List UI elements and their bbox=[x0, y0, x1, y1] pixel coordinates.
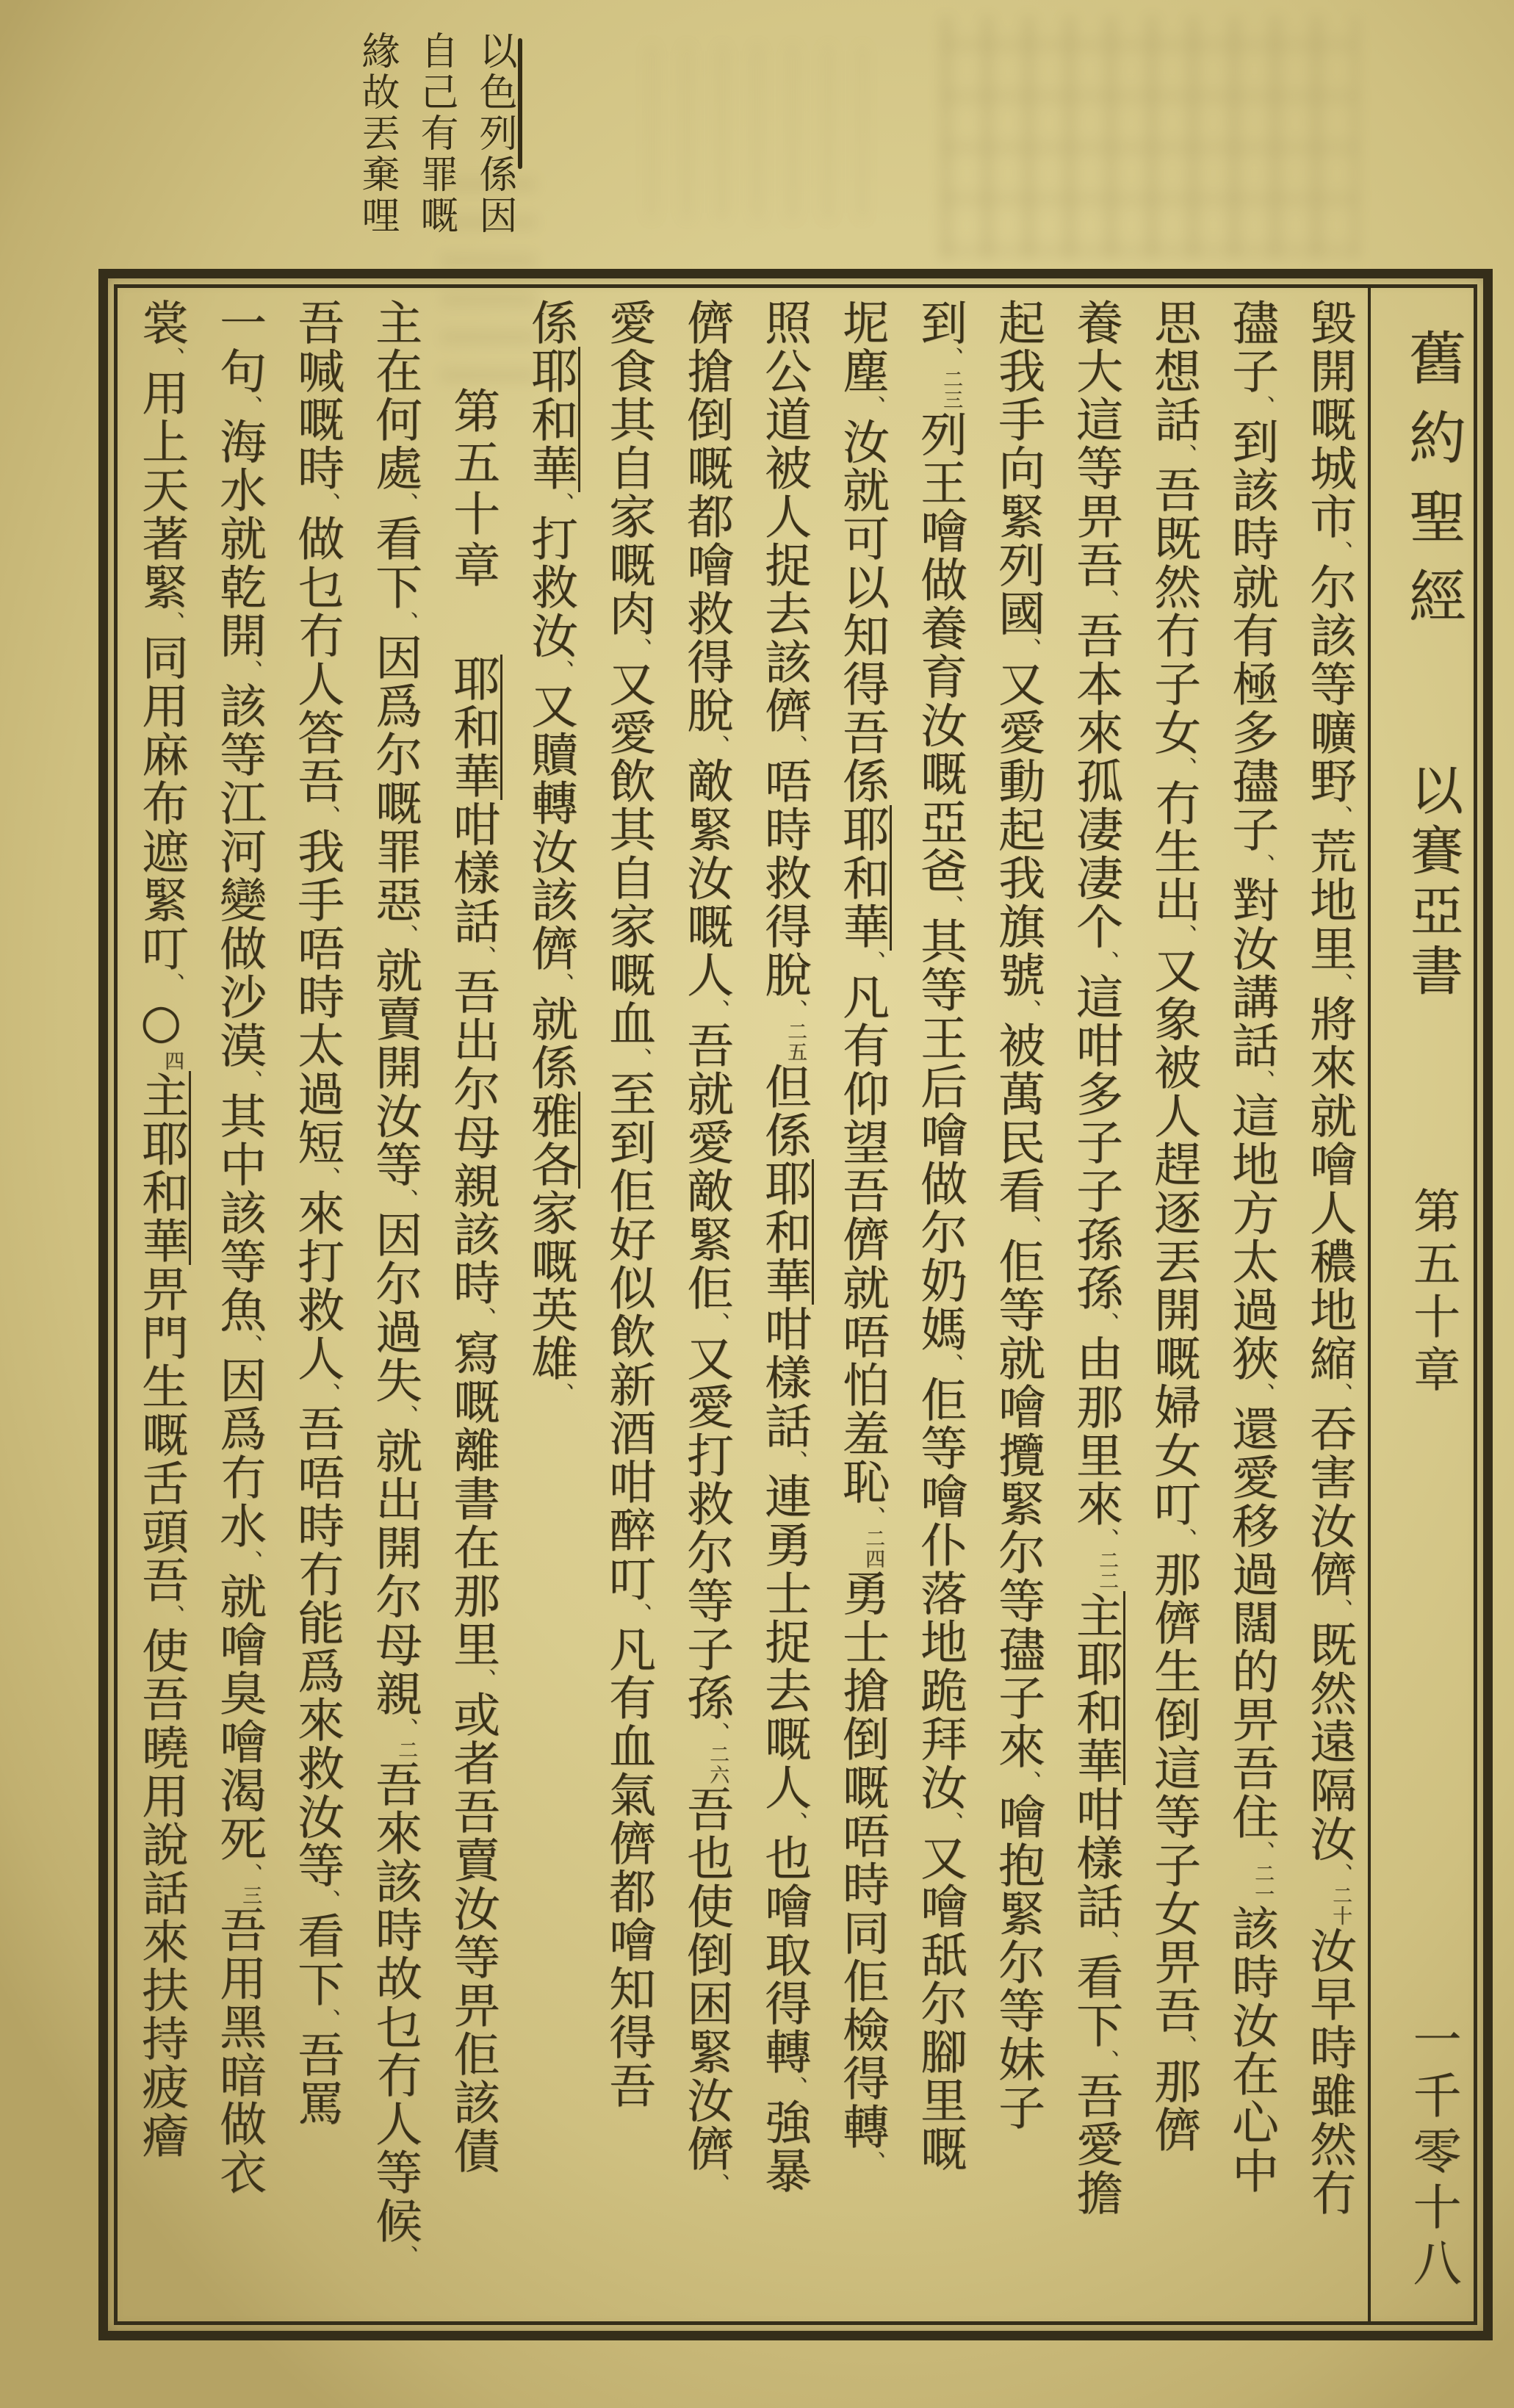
margin-annotation-line: 以色列係因 bbox=[472, 31, 516, 237]
scripture-text-area bbox=[118, 288, 1368, 2321]
ideographic-comma: 、 bbox=[859, 1506, 885, 1528]
ideographic-comma: 、 bbox=[470, 1307, 496, 1329]
ideographic-comma: 、 bbox=[159, 347, 184, 369]
proper-name-mark: 耶和華 bbox=[523, 347, 580, 492]
ideographic-comma: 、 bbox=[1327, 973, 1352, 995]
ideographic-comma: 、 bbox=[859, 951, 885, 973]
text-column: 孻子、到該時就有極多孻子、對汝講話、這地方太過狹、還愛移過闊的畀吾住、二一該時汝在心中 bbox=[1224, 298, 1278, 2195]
column-spacer bbox=[472, 592, 473, 655]
text-column: 一句、海水就乾開、該等江河變做沙漠、其中該等魚、因爲冇水、就噲臭噲渴死、三吾用黑暗做衣 bbox=[212, 298, 266, 2196]
ideographic-comma: 、 bbox=[1249, 1070, 1275, 1092]
ideographic-comma: 、 bbox=[1327, 1863, 1352, 1885]
book-title: 舊約聖經 bbox=[1399, 328, 1466, 646]
ideographic-comma: 、 bbox=[1171, 2035, 1197, 2057]
ideographic-comma: 、 bbox=[1093, 1528, 1119, 1550]
ideographic-comma: 、 bbox=[314, 805, 340, 827]
chapter-heading: 第五十章 bbox=[445, 386, 500, 592]
ideographic-comma: 、 bbox=[626, 1603, 652, 1625]
text-column: 第五十章耶和華咁樣話、吾出尔母親該時、寫嘅離書在那里、或者吾賣汝等畀佢該債 bbox=[433, 298, 511, 2311]
text-column: 起我手向緊列國、又愛動起我旗號、被萬民看、佢等就噲攬緊尔等孻子來、噲抱緊尔等妹子 bbox=[990, 298, 1045, 2132]
verse-number: 二六 bbox=[706, 1744, 729, 1785]
ideographic-comma: 、 bbox=[1327, 1598, 1352, 1621]
ideographic-comma: 、 bbox=[237, 1070, 262, 1092]
ideographic-comma: 、 bbox=[237, 395, 262, 417]
verse-number: 二五 bbox=[784, 1021, 807, 1062]
ideographic-comma: 、 bbox=[704, 2173, 729, 2195]
ideographic-comma: 、 bbox=[1093, 1931, 1119, 1953]
ideographic-comma: 、 bbox=[392, 1717, 418, 1740]
text-column: 思想話、吾既然冇子女、冇生出、又象被人趕逐丟開嘅婦女叮、那儕生倒這等子女畀吾、那儕 bbox=[1146, 298, 1200, 2154]
ideographic-comma: 、 bbox=[1171, 924, 1197, 946]
ideographic-comma: 、 bbox=[548, 492, 574, 514]
ideographic-comma: 、 bbox=[237, 1334, 262, 1356]
ideographic-comma: 、 bbox=[626, 638, 652, 660]
ideographic-comma: 、 bbox=[548, 973, 574, 995]
text-column: 到、二三列王噲做養育汝嘅亞爸、其等王后噲做尔奶媽、佢等噲仆落地跪拜汝、又噲舐尔腳里嘅 bbox=[912, 298, 967, 2173]
text-column: 坭塵、汝就可以知得吾係耶和華、凡有仰望吾儕就唔怕羞恥、二四勇士搶倒嘅唔時同佢檢得轉、 bbox=[823, 298, 901, 2311]
ideographic-comma: 、 bbox=[704, 1722, 729, 1744]
text-column: 裳、用上天著緊、同用麻布遮緊叮、○四主耶和華畀門生嘅舌頭吾、使吾曉用說話來扶持疲癐 bbox=[122, 298, 200, 2311]
margin-annotation-bracket bbox=[518, 38, 522, 169]
ideographic-comma: 、 bbox=[470, 1668, 496, 1690]
verse-number: 二 bbox=[394, 1740, 417, 1760]
ideographic-comma: 、 bbox=[237, 1550, 262, 1572]
ideographic-comma: 、 bbox=[1093, 2050, 1119, 2072]
ideographic-comma: 、 bbox=[314, 492, 340, 514]
text-column: 養大這等畀吾、吾本來孤凄凄个、這咁多子子孫孫、由那里來、二二主耶和華咁樣話、看下、吾愛擔 bbox=[1056, 298, 1134, 2311]
section-title: 以賽亞書 bbox=[1402, 763, 1463, 1003]
ideographic-comma: 、 bbox=[1015, 638, 1041, 660]
ideographic-comma: 、 bbox=[392, 2245, 418, 2267]
ideographic-comma: 、 bbox=[937, 1812, 963, 1834]
ideographic-comma: 、 bbox=[314, 1383, 340, 1405]
text-column: 係耶和華、打救汝、又贖轉汝該儕、就係雅各家嘅英雄、 bbox=[511, 298, 589, 2311]
ideographic-comma: 、 bbox=[1249, 1841, 1275, 1863]
ideographic-comma: 、 bbox=[937, 347, 963, 369]
ideographic-comma: 、 bbox=[237, 1863, 262, 1885]
verse-number: 二四 bbox=[862, 1528, 884, 1569]
bleedthrough-ghost-text bbox=[940, 16, 1359, 259]
page-frame bbox=[98, 269, 1493, 2340]
chapter-label: 第五十章 bbox=[1405, 1186, 1460, 1398]
text-column: 毀開嘅城市、尔該等曠野、荒地里、將來就噲人穠地縮、吞害汝儕、既然遠隔汝、二十汝早時雖然冇 bbox=[1302, 298, 1356, 2217]
ideographic-comma: 、 bbox=[1171, 757, 1197, 779]
margin-annotation-line: 緣故丟棄哩 bbox=[355, 31, 399, 237]
margin-annotation bbox=[344, 31, 524, 259]
ideographic-comma: 、 bbox=[782, 999, 807, 1021]
text-column: 主在何處、看下、因爲尔嘅罪惡、就賣開汝等、因尔過失、就出開尔母親、二吾來該時故乜冇人等候、 bbox=[367, 298, 422, 2267]
ideographic-comma: 、 bbox=[704, 1312, 729, 1334]
ideographic-comma: 、 bbox=[937, 1353, 963, 1375]
ideographic-comma: 、 bbox=[159, 1604, 184, 1626]
ideographic-comma: 、 bbox=[859, 2151, 885, 2173]
ideographic-comma: 、 bbox=[1171, 1528, 1197, 1550]
ideographic-comma: 、 bbox=[1093, 589, 1119, 611]
verse-number: 四 bbox=[161, 1050, 184, 1071]
ideographic-comma: 、 bbox=[1015, 999, 1041, 1021]
running-head-column bbox=[1368, 288, 1474, 2321]
ideographic-comma: 、 bbox=[237, 660, 262, 682]
proper-name-mark: 主耶和華 bbox=[134, 1071, 191, 1265]
proper-name-mark: 耶和華 bbox=[445, 655, 502, 800]
running-head bbox=[1391, 288, 1474, 2321]
ideographic-comma: 、 bbox=[782, 1812, 807, 1834]
ideographic-comma: 、 bbox=[782, 1450, 807, 1472]
ideographic-comma: 、 bbox=[1249, 395, 1275, 417]
column-spacer bbox=[472, 298, 473, 386]
verse-number: 二三 bbox=[940, 369, 962, 410]
ideographic-comma: 、 bbox=[548, 660, 574, 682]
page-number: 一千零十八 bbox=[1405, 2014, 1461, 2293]
ideographic-comma: 、 bbox=[548, 1383, 574, 1405]
margin-annotation-line: 自己有罪嘅 bbox=[414, 31, 458, 237]
verse-number: 二一 bbox=[1251, 1863, 1274, 1904]
ideographic-comma: 、 bbox=[937, 895, 963, 917]
ideographic-comma: 、 bbox=[704, 735, 729, 757]
proper-name-mark: 耶和華 bbox=[834, 805, 892, 951]
ideographic-comma: 、 bbox=[1171, 444, 1197, 466]
ideographic-comma: 、 bbox=[704, 999, 729, 1021]
ideographic-comma: 、 bbox=[470, 945, 496, 967]
ideographic-comma: 、 bbox=[782, 735, 807, 757]
ideographic-comma: 、 bbox=[314, 2008, 340, 2030]
ideographic-comma: 、 bbox=[1327, 541, 1352, 563]
ideographic-comma: 、 bbox=[1093, 1312, 1119, 1334]
ideographic-comma: 、 bbox=[159, 973, 184, 995]
ideographic-comma: 、 bbox=[392, 1189, 418, 1211]
bleedthrough-ghost-text bbox=[646, 44, 867, 220]
ideographic-comma: 、 bbox=[392, 492, 418, 514]
ideographic-comma: 、 bbox=[392, 1405, 418, 1427]
ideographic-comma: 、 bbox=[782, 2076, 807, 2098]
ideographic-comma: 、 bbox=[392, 924, 418, 946]
ideographic-comma: 、 bbox=[314, 1889, 340, 1911]
ideographic-comma: 、 bbox=[1249, 1383, 1275, 1405]
ideographic-comma: 、 bbox=[859, 395, 885, 417]
proper-name-mark: 雅各 bbox=[523, 1092, 580, 1189]
ideographic-comma: 、 bbox=[159, 611, 184, 633]
ideographic-comma: 、 bbox=[1015, 1215, 1041, 1237]
page-inner-border bbox=[114, 284, 1477, 2325]
ideographic-comma: 、 bbox=[392, 611, 418, 633]
ideographic-comma: 、 bbox=[1327, 1383, 1352, 1405]
text-column: 照公道被人捉去該儕、唔時救得脫、二五但係耶和華咁樣話、連勇士捉去嘅人、也噲取得轉、強暴 bbox=[745, 298, 823, 2311]
ideographic-comma: 、 bbox=[1327, 805, 1352, 827]
ideographic-comma: 、 bbox=[314, 1167, 340, 1189]
verse-number: 二十 bbox=[1329, 1885, 1352, 1926]
ideographic-comma: 、 bbox=[1015, 1770, 1041, 1792]
text-column: 愛食其自家嘅肉、又愛飲其自家嘅血、至到佢好似飲新酒咁醉叮、凡有血氣儕都噲知得吾 bbox=[601, 298, 655, 2110]
proper-name-mark: 耶和華 bbox=[757, 1159, 814, 1305]
ideographic-comma: 、 bbox=[1093, 951, 1119, 973]
verse-number: 三 bbox=[239, 1885, 262, 1906]
verse-number: 二二 bbox=[1095, 1550, 1118, 1591]
proper-name-mark: 主耶和華 bbox=[1068, 1591, 1125, 1785]
text-column: 吾喊嘅時、做乜冇人答吾、我手唔時太過短、來打救人、吾唔時冇能爲來救汝等、看下、吾罵 bbox=[289, 298, 344, 2127]
ideographic-comma: 、 bbox=[1249, 854, 1275, 876]
text-column: 儕搶倒嘅都噲救得脫、敵緊汝嘅人、吾就愛敵緊佢、又愛打救尔等子孫、二六吾也使倒困緊汝儕、 bbox=[679, 298, 733, 2195]
ideographic-comma: 、 bbox=[626, 1048, 652, 1070]
